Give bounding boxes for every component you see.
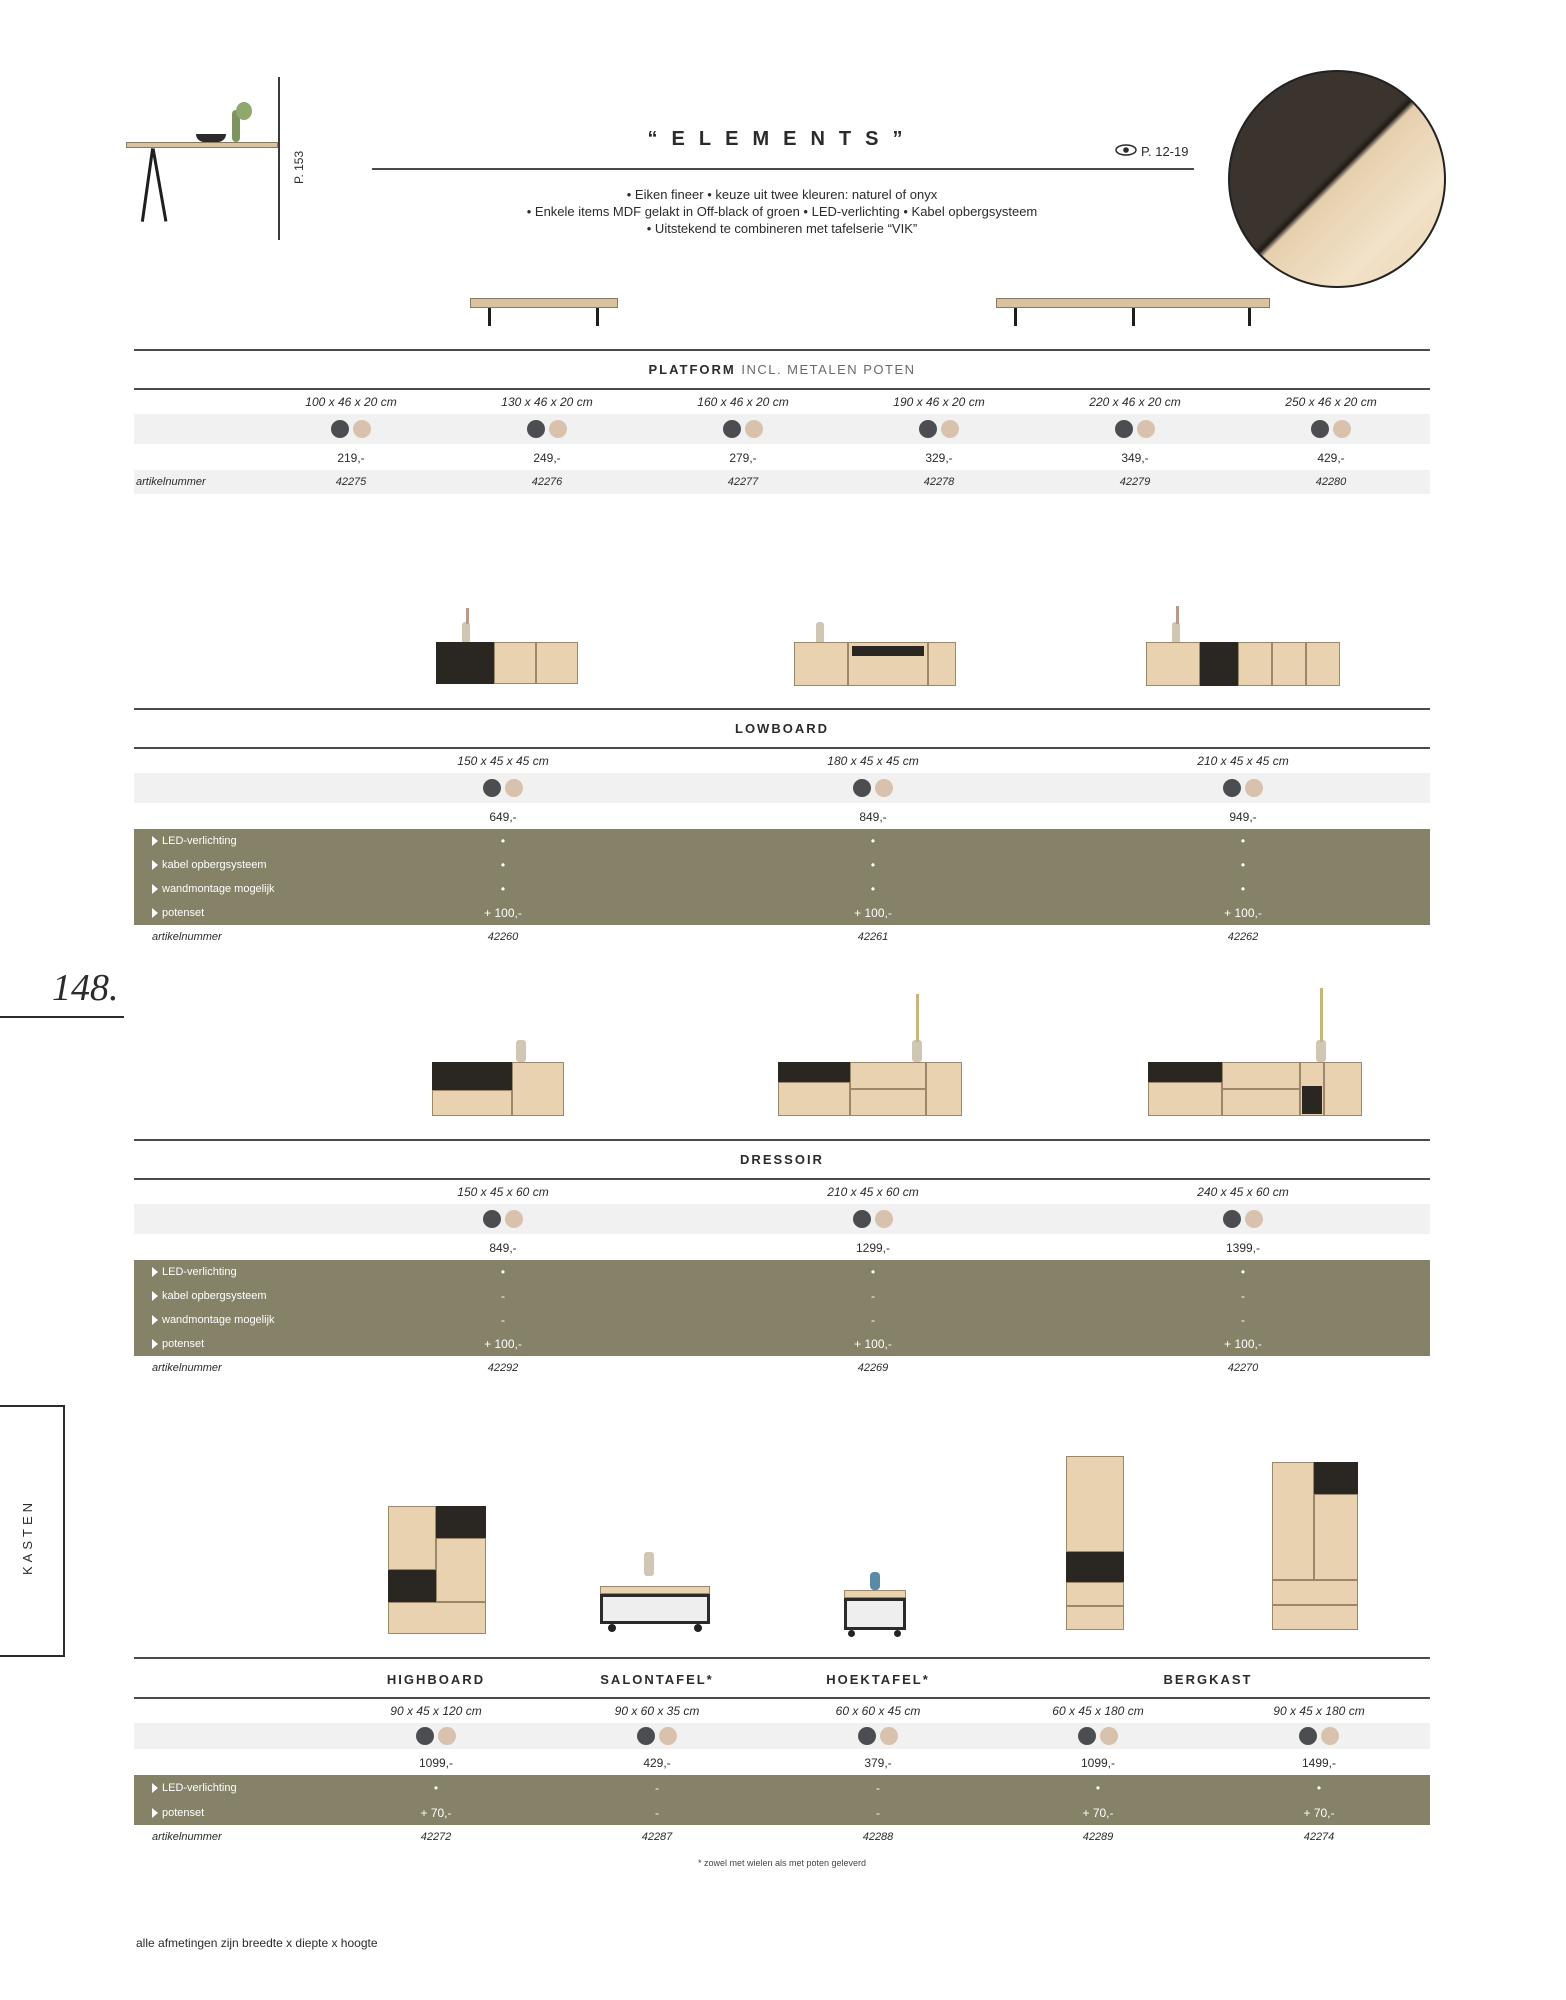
highboard-title: HIGHBOARD (386, 1671, 486, 1687)
price-cell: 949,- (1229, 810, 1257, 824)
price-cell: 1099,- (418, 1756, 454, 1770)
platform-color-row (134, 414, 1430, 444)
salontafel-title: SALONTAFEL* (600, 1671, 714, 1687)
feature-cell: + 100,- (484, 1337, 522, 1351)
platform-title (134, 362, 1430, 377)
feature-cell: + 70,- (1303, 1805, 1335, 1820)
bottom-price-row (134, 1751, 1430, 1775)
footnote: * zowel met wielen als met poten geleverd (697, 1858, 867, 1868)
onyx-swatch[interactable] (1078, 1727, 1096, 1745)
feature-label-text: potenset (162, 1806, 205, 1819)
naturel-swatch[interactable] (880, 1727, 898, 1745)
feature-label-text: wandmontage mogelijk (162, 1314, 275, 1326)
triangle-icon (152, 884, 158, 894)
price-cell: 849,- (489, 1241, 517, 1255)
header-divider (278, 77, 280, 240)
color-options[interactable] (1223, 1204, 1263, 1234)
art-label: artikelnummer (152, 931, 222, 943)
hoektafel-title: HOEKTAFEL* (826, 1671, 930, 1687)
price-cell: 329,- (925, 451, 953, 465)
art-cell: 42269 (857, 1362, 889, 1374)
dims-cell: 90 x 45 x 180 cm (1273, 1704, 1365, 1718)
naturel-swatch[interactable] (659, 1727, 677, 1745)
bullet-line: • Uitstekend te combineren met tafelserie “VIK” (646, 221, 918, 236)
platform-dims-row (134, 390, 1430, 414)
lowboard-price-row (134, 805, 1430, 829)
platform-short-illustration (470, 298, 618, 332)
color-options[interactable] (919, 414, 959, 444)
triangle-icon (152, 908, 158, 918)
feature-cell: • (433, 1780, 439, 1795)
color-options[interactable] (1078, 1723, 1118, 1749)
dims-cell: 100 x 46 x 20 cm (305, 395, 397, 409)
naturel-swatch[interactable] (1333, 420, 1351, 438)
triangle-icon (152, 860, 158, 870)
feature-label (152, 1332, 204, 1356)
platform-price-row (134, 446, 1430, 470)
art-cell: 42287 (641, 1831, 673, 1843)
bergkast-90-illustration (1272, 1462, 1358, 1630)
dressoir-feature-row (134, 1308, 1430, 1332)
price-cell: 1099,- (1080, 1756, 1116, 1770)
platform-top-rule (134, 349, 1430, 351)
feature-cell: • (500, 858, 506, 872)
feature-label (152, 901, 204, 925)
feature-label (152, 829, 237, 853)
price-cell: 429,- (643, 1756, 671, 1770)
material-swatch (1228, 70, 1446, 288)
art-cell: 42288 (862, 1831, 894, 1843)
triangle-icon (152, 1339, 158, 1349)
dims-cell: 90 x 45 x 120 cm (390, 1704, 482, 1718)
lowboard-210-illustration (1146, 596, 1340, 686)
triangle-icon (152, 1783, 158, 1793)
color-options[interactable] (483, 1204, 523, 1234)
art-cell: 42270 (1227, 1362, 1259, 1374)
color-options[interactable] (1311, 414, 1351, 444)
dressoir-150-illustration (432, 1016, 564, 1116)
art-cell: 42278 (923, 476, 955, 488)
price-cell: 379,- (864, 1756, 892, 1770)
onyx-swatch[interactable] (853, 779, 871, 797)
feature-cell: - (655, 1805, 659, 1820)
lowboard-180-illustration (794, 604, 956, 686)
art-cell: 42274 (1303, 1831, 1335, 1843)
dims-cell: 180 x 45 x 45 cm (827, 754, 919, 768)
onyx-swatch[interactable] (1299, 1727, 1317, 1745)
color-options[interactable] (858, 1723, 898, 1749)
dims-cell: 220 x 46 x 20 cm (1089, 395, 1181, 409)
feature-cell: • (1316, 1780, 1322, 1795)
feature-cell: - (1241, 1289, 1245, 1303)
feature-cell: • (1240, 858, 1246, 872)
dressoir-210-illustration (778, 994, 962, 1116)
hoektafel-illustration (844, 1572, 906, 1640)
price-cell: 1299,- (855, 1241, 891, 1255)
bergkast-60-illustration (1066, 1456, 1124, 1630)
dressoir-art-row (134, 1356, 1430, 1380)
color-options[interactable] (527, 414, 567, 444)
feature-cell: + 100,- (1224, 1337, 1262, 1351)
feature-cell: • (870, 1265, 876, 1279)
feature-cell: • (500, 834, 506, 848)
naturel-swatch[interactable] (1137, 420, 1155, 438)
feature-cell: - (871, 1313, 875, 1327)
dims-cell: 190 x 46 x 20 cm (893, 395, 985, 409)
dims-cell: 60 x 45 x 180 cm (1052, 1704, 1144, 1718)
onyx-swatch[interactable] (723, 420, 741, 438)
naturel-swatch[interactable] (745, 420, 763, 438)
price-cell: 1399,- (1225, 1241, 1261, 1255)
art-cell: 42279 (1119, 476, 1151, 488)
measurement-note: alle afmetingen zijn breedte x diepte x hoogte (136, 1936, 378, 1950)
table-illustration (124, 100, 280, 230)
naturel-swatch[interactable] (1321, 1727, 1339, 1745)
feature-cell: • (1240, 1265, 1246, 1279)
feature-label (152, 877, 275, 901)
price-cell: 279,- (729, 451, 757, 465)
lowboard-top-rule (134, 708, 1430, 710)
price-cell: 429,- (1317, 451, 1345, 465)
bullet-line: • Eiken fineer • keuze uit twee kleuren: naturel of onyx (626, 187, 938, 202)
feature-label-text: LED-verlichting (162, 1266, 237, 1278)
page-ref-text: P. 12-19 (1141, 144, 1189, 159)
onyx-swatch[interactable] (1223, 1210, 1241, 1228)
art-label: artikelnummer (152, 1362, 222, 1374)
feature-cell: + 100,- (1224, 906, 1262, 920)
feature-label (152, 1260, 237, 1284)
salontafel-illustration (600, 1546, 710, 1640)
price-cell: 349,- (1121, 451, 1149, 465)
triangle-icon (152, 1267, 158, 1277)
bottom-titles-row (134, 1670, 1430, 1688)
bottom-dims-row (134, 1699, 1430, 1723)
color-options[interactable] (723, 414, 763, 444)
bottom-feature-row (134, 1800, 1430, 1825)
dressoir-feature-row (134, 1332, 1430, 1356)
dims-cell: 210 x 45 x 60 cm (827, 1185, 919, 1199)
dims-cell: 160 x 46 x 20 cm (697, 395, 789, 409)
feature-label-text: wandmontage mogelijk (162, 883, 275, 895)
naturel-swatch[interactable] (1245, 779, 1263, 797)
onyx-swatch[interactable] (919, 420, 937, 438)
feature-label-text: LED-verlichting (162, 835, 237, 847)
feature-cell: + 100,- (484, 906, 522, 920)
dims-cell: 90 x 60 x 35 cm (614, 1704, 700, 1718)
onyx-swatch[interactable] (637, 1727, 655, 1745)
price-cell: 249,- (533, 451, 561, 465)
color-options[interactable] (331, 414, 371, 444)
highboard-illustration (388, 1506, 486, 1634)
lowboard-feature-row (134, 829, 1430, 853)
feature-label-text: LED-verlichting (162, 1781, 237, 1794)
dims-cell: 60 x 60 x 45 cm (835, 1704, 921, 1718)
bottom-feature-row (134, 1775, 1430, 1800)
color-options[interactable] (853, 773, 893, 803)
dressoir-top-rule (134, 1139, 1430, 1141)
art-label: artikelnummer (152, 1831, 222, 1843)
feature-cell: + 70,- (1082, 1805, 1114, 1820)
price-cell: 219,- (337, 451, 365, 465)
section-tab[interactable] (0, 1405, 65, 1657)
onyx-swatch[interactable] (858, 1727, 876, 1745)
platform-title-main: PLATFORM (648, 362, 736, 377)
feature-cell: - (655, 1780, 659, 1795)
dressoir-price-row (134, 1236, 1430, 1260)
triangle-icon (152, 836, 158, 846)
dressoir-feature-row (134, 1260, 1430, 1284)
price-cell: 1499,- (1301, 1756, 1337, 1770)
feature-cell: + 100,- (854, 906, 892, 920)
lowboard-dims-row (134, 749, 1430, 773)
triangle-icon (152, 1291, 158, 1301)
color-options[interactable] (1223, 773, 1263, 803)
page-number: 148. (52, 967, 119, 1009)
art-cell: 42262 (1227, 931, 1259, 943)
feature-cell: • (1095, 1780, 1101, 1795)
feature-label-text: potenset (162, 907, 205, 919)
feature-cell: • (500, 1265, 506, 1279)
feature-label-text: kabel opbergsysteem (162, 859, 267, 871)
section-tab-label: KASTEN (20, 1498, 35, 1575)
bullet-line: • Enkele items MDF gelakt in Off-black of groen • LED-verlichting • Kabel opbergsysteem (526, 204, 1038, 219)
feature-cell: • (870, 882, 876, 896)
lowboard-title: LOWBOARD (735, 721, 829, 736)
onyx-swatch[interactable] (1223, 779, 1241, 797)
feature-cell: - (501, 1289, 505, 1303)
eye-icon (1115, 144, 1137, 159)
art-cell: 42275 (335, 476, 367, 488)
feature-cell: - (876, 1805, 880, 1820)
dims-cell: 250 x 46 x 20 cm (1285, 395, 1377, 409)
onyx-swatch[interactable] (1115, 420, 1133, 438)
dims-cell: 130 x 46 x 20 cm (501, 395, 593, 409)
art-cell: 42277 (727, 476, 759, 488)
feature-cell: + 70,- (420, 1805, 452, 1820)
price-cell: 649,- (489, 810, 517, 824)
color-options[interactable] (1115, 414, 1155, 444)
feature-label (152, 1775, 237, 1800)
naturel-swatch[interactable] (549, 420, 567, 438)
lowboard-150-illustration (436, 594, 578, 686)
lowboard-color-row (134, 773, 1430, 803)
dims-cell: 150 x 45 x 60 cm (457, 1185, 549, 1199)
feature-label (152, 853, 267, 877)
platform-art-row (134, 470, 1430, 494)
feature-label (152, 1308, 275, 1332)
title-rule (372, 168, 1194, 170)
color-options[interactable] (1299, 1723, 1339, 1749)
page-number-rule (0, 1016, 124, 1018)
bottom-top-rule (134, 1657, 1430, 1659)
price-cell: 849,- (859, 810, 887, 824)
dims-cell: 150 x 45 x 45 cm (457, 754, 549, 768)
onyx-swatch[interactable] (483, 1210, 501, 1228)
feature-cell: - (876, 1780, 880, 1795)
naturel-swatch[interactable] (505, 1210, 523, 1228)
platform-long-illustration (996, 298, 1270, 332)
onyx-swatch[interactable] (853, 1210, 871, 1228)
naturel-swatch[interactable] (941, 420, 959, 438)
triangle-icon (152, 1808, 158, 1818)
feature-label (152, 1284, 267, 1308)
art-cell: 42280 (1315, 476, 1347, 488)
onyx-swatch[interactable] (527, 420, 545, 438)
feature-cell: • (870, 858, 876, 872)
naturel-swatch[interactable] (1100, 1727, 1118, 1745)
feature-label-text: kabel opbergsysteem (162, 1290, 267, 1302)
art-cell: 42292 (487, 1362, 519, 1374)
platform-title-sub: INCL. METALEN POTEN (741, 362, 916, 377)
page-ref-link[interactable] (1115, 144, 1188, 159)
lowboard-art-row (134, 925, 1430, 949)
feature-cell: - (501, 1313, 505, 1327)
dressoir-title: DRESSOIR (740, 1152, 824, 1167)
feature-cell: • (870, 834, 876, 848)
feature-label (152, 1800, 204, 1825)
feature-cell: - (1241, 1313, 1245, 1327)
onyx-swatch[interactable] (331, 420, 349, 438)
onyx-swatch[interactable] (416, 1727, 434, 1745)
onyx-swatch[interactable] (483, 779, 501, 797)
feature-cell: • (1240, 882, 1246, 896)
naturel-swatch[interactable] (875, 779, 893, 797)
naturel-swatch[interactable] (438, 1727, 456, 1745)
onyx-swatch[interactable] (1311, 420, 1329, 438)
art-cell: 42260 (487, 931, 519, 943)
feature-bullets (372, 186, 1192, 237)
naturel-swatch[interactable] (505, 779, 523, 797)
lowboard-feature-row (134, 877, 1430, 901)
bottom-art-row (134, 1825, 1430, 1849)
art-label: artikelnummer (136, 476, 206, 488)
color-options[interactable] (637, 1723, 677, 1749)
dressoir-240-illustration (1148, 988, 1362, 1116)
lowboard-feature-row (134, 853, 1430, 877)
art-cell: 42261 (857, 931, 889, 943)
naturel-swatch[interactable] (875, 1210, 893, 1228)
triangle-icon (152, 1315, 158, 1325)
dims-cell: 240 x 45 x 60 cm (1197, 1185, 1289, 1199)
bottom-color-row (134, 1723, 1430, 1749)
feature-cell: - (871, 1289, 875, 1303)
feature-cell: • (1240, 834, 1246, 848)
feature-cell: + 100,- (854, 1337, 892, 1351)
naturel-swatch[interactable] (353, 420, 371, 438)
lowboard-feature-row (134, 901, 1430, 925)
art-cell: 42276 (531, 476, 563, 488)
naturel-swatch[interactable] (1245, 1210, 1263, 1228)
page-title: “ELEMENTS” (647, 128, 917, 150)
color-options[interactable] (483, 773, 523, 803)
color-options[interactable] (853, 1204, 893, 1234)
art-cell: 42289 (1082, 1831, 1114, 1843)
dressoir-color-row (134, 1204, 1430, 1234)
bergkast-title: BERGKAST (1163, 1671, 1253, 1687)
dressoir-dims-row (134, 1180, 1430, 1204)
art-cell: 42272 (420, 1831, 452, 1843)
dims-cell: 210 x 45 x 45 cm (1197, 754, 1289, 768)
dressoir-feature-row (134, 1284, 1430, 1308)
color-options[interactable] (416, 1723, 456, 1749)
side-page-ref[interactable]: P. 153 (292, 150, 306, 184)
feature-label-text: potenset (162, 1338, 205, 1350)
feature-cell: • (500, 882, 506, 896)
